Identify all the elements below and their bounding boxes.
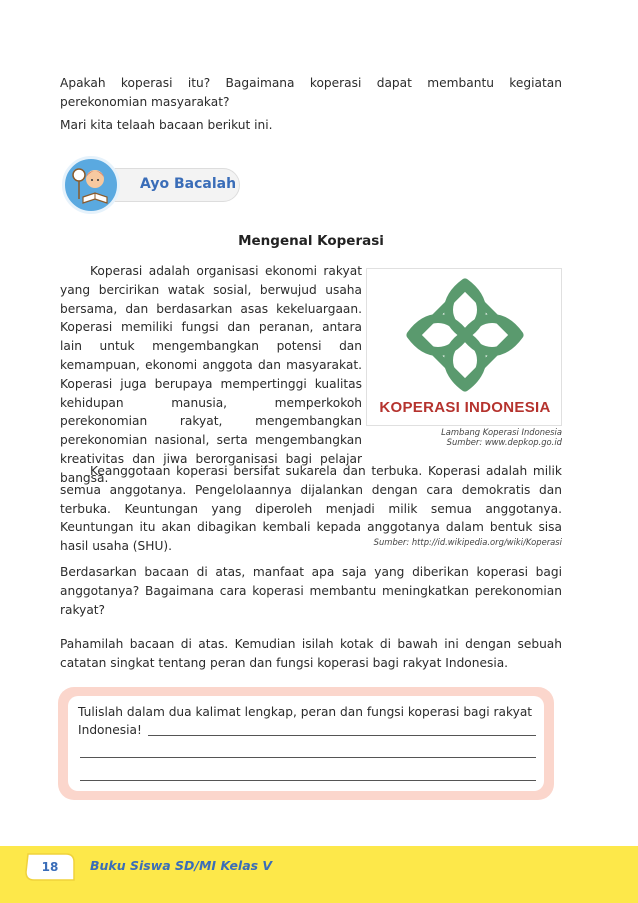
ayo-bacalah-badge xyxy=(62,156,242,214)
article-paragraph-2: Keanggotaan koperasi bersifat sukarela dan terbuka. Koperasi adalah milik semua anggotanya. Pengelolaannya dijalankan dengan cara demokratis dan terbuka. Keuntungan yang diperoleh menjadi milik semua anggotanya. Keuntungan itu akan dibagikan kembali kepada anggotanya dalam bentuk sisa hasil usaha (SHU). xyxy=(60,464,562,554)
answer-line-2[interactable] xyxy=(80,757,536,758)
badge-label: Ayo Bacalah xyxy=(140,176,237,192)
answer-line-3[interactable] xyxy=(80,780,536,781)
article-title: Mengenal Koperasi xyxy=(238,233,384,249)
intro-question: Apakah koperasi itu? Bagaimana koperasi dapat membantu kegiatan perekonomian masyarakat? xyxy=(60,76,562,109)
question-1: Berdasarkan bacaan di atas, manfaat apa saja yang diberikan koperasi bagi anggotanya? Bagaimana cara koperasi membantu meningkatkan perekonomian rakyat? xyxy=(60,565,562,617)
koperasi-logo-figure xyxy=(366,268,562,426)
logo-text: KOPERASI INDONESIA xyxy=(379,399,551,416)
question-2: Pahamilah bacaan di atas. Kemudian isilah kotak di bawah ini dengan sebuah catatan singkat tentang peran dan fungsi koperasi bagi rakyat Indonesia. xyxy=(60,637,562,670)
article-source: Sumber: http://id.wikipedia.org/wiki/Koperasi xyxy=(373,537,562,547)
figure-caption: Lambang Koperasi Indonesia xyxy=(441,427,562,437)
footer-bar xyxy=(0,846,638,903)
intro-invite: Mari kita telaah bacaan berikut ini. xyxy=(60,118,273,132)
footer-book-title: Buku Siswa SD/MI Kelas V xyxy=(90,858,273,873)
task-prompt: Tulislah dalam dua kalimat lengkap, peran dan fungsi koperasi bagi rakyat Indonesia! xyxy=(78,705,533,737)
page-number: 18 xyxy=(41,860,59,874)
figure-caption-source: Sumber: www.depkop.go.id xyxy=(446,437,562,447)
koperasi-emblem-icon xyxy=(367,269,563,399)
article-paragraph-1: Koperasi adalah organisasi ekonomi rakyat yang bercirikan watak sosial, berwujud usaha bersama, dan berdasarkan asas kekeluargaan. Koperasi memiliki fungsi dan peranan, antara lain untuk mengembangkan potensi dan kemampuan, ekonomi anggota dan masyarakat. Koperasi juga berupaya mempertinggi kualitas kehidupan manusia, memperkokoh perekonomian rakyat, mengembangkan perekonomian nasional, serta mengembangkan kreativitas dan jiwa berorganisasi bagi pelajar bangsa. xyxy=(60,264,362,485)
answer-line-1[interactable] xyxy=(148,735,536,736)
reading-girl-icon xyxy=(62,156,120,214)
